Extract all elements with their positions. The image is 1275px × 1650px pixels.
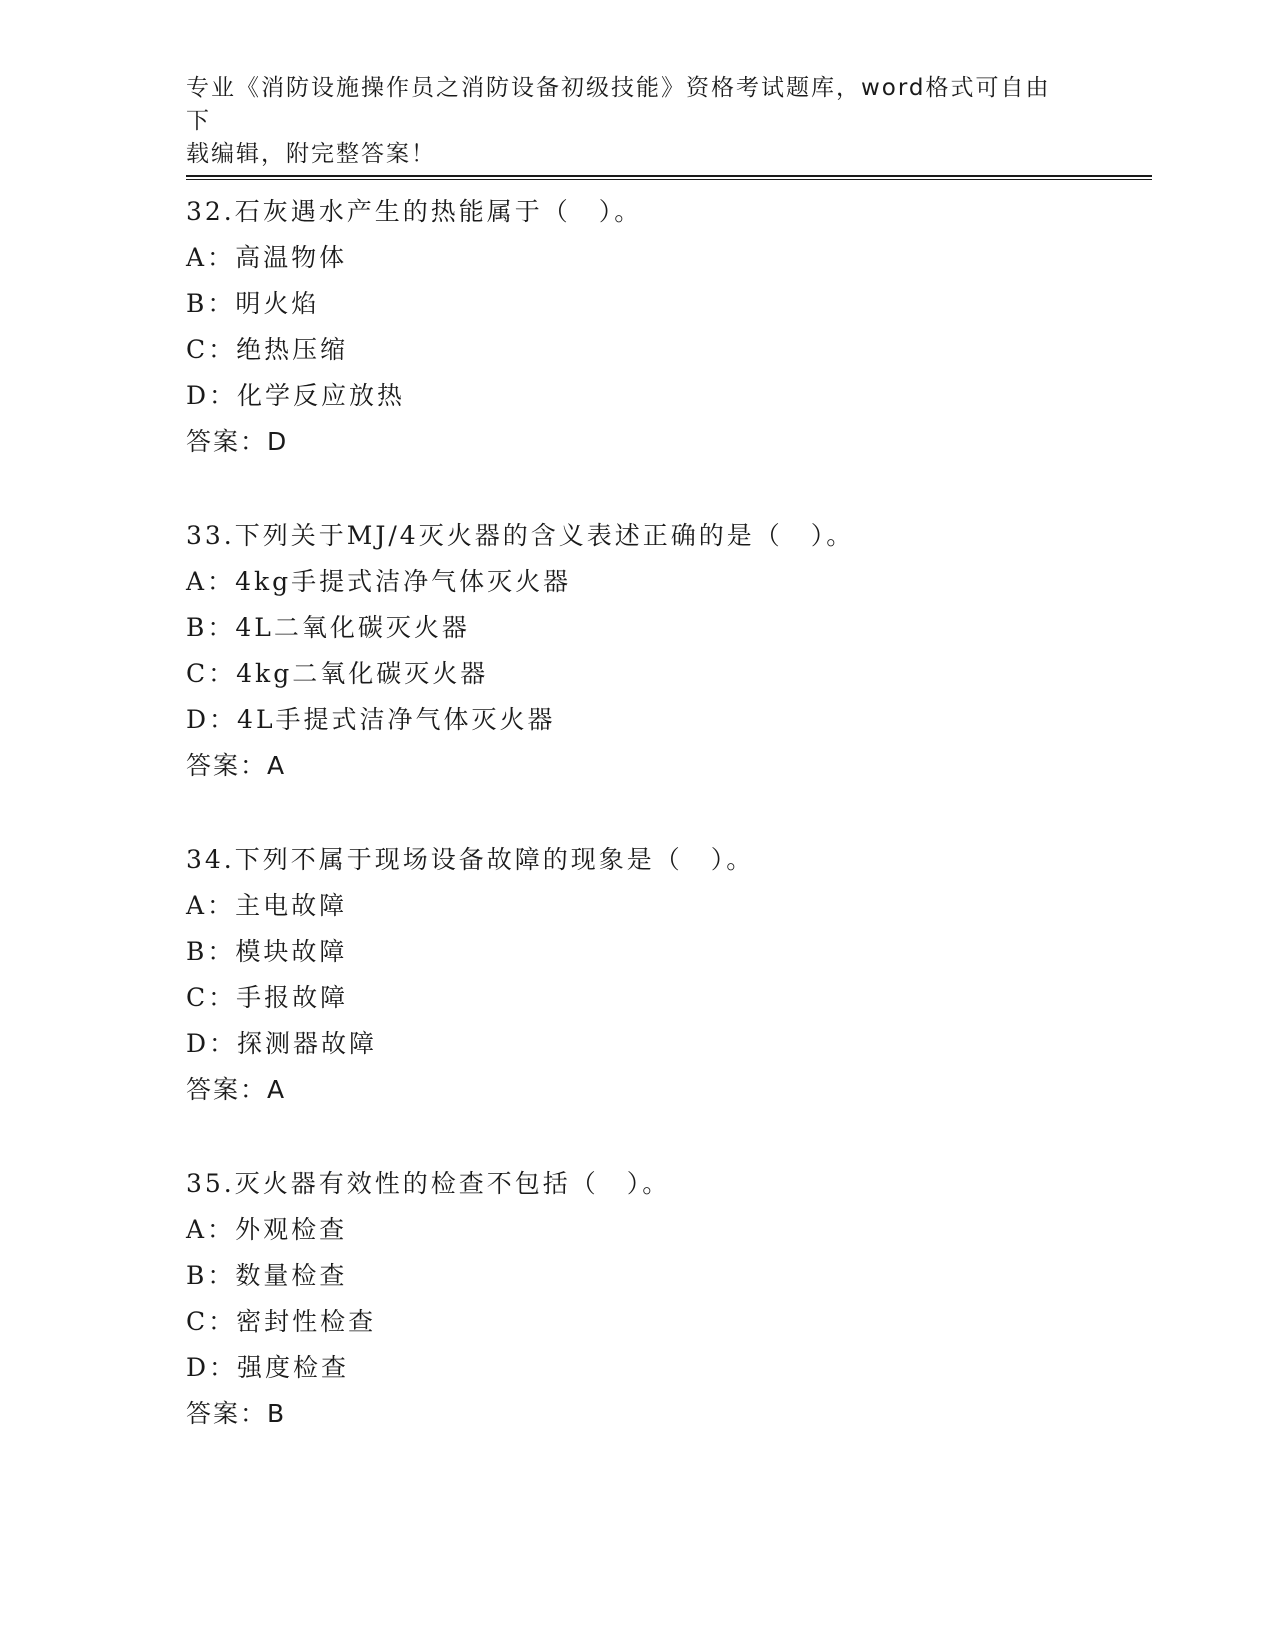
option-letter: D： (186, 1029, 238, 1058)
option-letter: C： (186, 659, 237, 688)
option-c (186, 1299, 1152, 1345)
option-text: 数量检查 (235, 1261, 348, 1290)
question-stem: 32.石灰遇水产生的热能属于（ ）。 (186, 197, 643, 226)
header-line-1: 专业《消防设施操作员之消防设备初级技能》资格考试题库，word格式可自由下 (186, 75, 1051, 134)
option-b (186, 281, 1152, 327)
answer-line (186, 1067, 1152, 1113)
answer-label: 答案： (186, 751, 268, 780)
question-32 (186, 189, 1152, 465)
option-text: 4kg手提式洁净气体灭火器 (235, 567, 572, 596)
answer-value: A (267, 1075, 287, 1104)
option-text: 外观检查 (235, 1215, 348, 1244)
option-text: 高温物体 (235, 243, 348, 272)
option-text: 手报故障 (236, 983, 349, 1012)
question-34 (186, 837, 1152, 1113)
question-33 (186, 513, 1152, 789)
header-divider (186, 175, 1152, 180)
option-text: 4L二氧化碳灭火器 (235, 613, 470, 642)
option-a (186, 559, 1152, 605)
option-d (186, 697, 1152, 743)
option-a (186, 235, 1152, 281)
option-text: 强度检查 (237, 1353, 350, 1382)
option-c (186, 327, 1152, 373)
option-letter: A： (186, 567, 236, 596)
option-letter: A： (186, 1215, 236, 1244)
option-letter: C： (186, 335, 237, 364)
answer-line (186, 419, 1152, 465)
question-stem: 35.灭火器有效性的检查不包括（ ）。 (186, 1169, 671, 1198)
option-text: 模块故障 (235, 937, 348, 966)
document-header (186, 72, 1066, 171)
option-text: 化学反应放热 (237, 381, 406, 410)
option-letter: D： (186, 705, 238, 734)
option-letter: B： (186, 613, 236, 642)
option-letter: C： (186, 1307, 237, 1336)
answer-value: D (267, 427, 289, 456)
answer-value: A (267, 751, 287, 780)
option-letter: B： (186, 1261, 236, 1290)
option-b (186, 929, 1152, 975)
option-b (186, 605, 1152, 651)
question-stem: 33.下列关于MJ/4灭火器的含义表述正确的是（ ）。 (186, 521, 855, 550)
option-letter: C： (186, 983, 237, 1012)
option-text: 4kg二氧化碳灭火器 (236, 659, 489, 688)
option-text: 明火焰 (235, 289, 320, 318)
question-35 (186, 1161, 1152, 1437)
header-line-2: 载编辑，附完整答案！ (186, 141, 436, 167)
option-text: 探测器故障 (237, 1029, 378, 1058)
option-c (186, 975, 1152, 1021)
answer-line (186, 1391, 1152, 1437)
option-b (186, 1253, 1152, 1299)
option-letter: D： (186, 1353, 238, 1382)
answer-label: 答案： (186, 1399, 268, 1428)
option-d (186, 1345, 1152, 1391)
answer-value: B (267, 1399, 287, 1428)
option-letter: A： (186, 243, 236, 272)
answer-line (186, 743, 1152, 789)
option-text: 4L手提式洁净气体灭火器 (237, 705, 556, 734)
option-text: 绝热压缩 (236, 335, 349, 364)
answer-label: 答案： (186, 427, 268, 456)
option-letter: B： (186, 937, 236, 966)
answer-label: 答案： (186, 1075, 268, 1104)
option-d (186, 1021, 1152, 1067)
option-a (186, 883, 1152, 929)
option-letter: D： (186, 381, 238, 410)
option-a (186, 1207, 1152, 1253)
question-list (186, 189, 1152, 1485)
option-letter: A： (186, 891, 236, 920)
option-letter: B： (186, 289, 236, 318)
question-stem: 34.下列不属于现场设备故障的现象是（ ）。 (186, 845, 755, 874)
option-d (186, 373, 1152, 419)
option-text: 主电故障 (235, 891, 348, 920)
option-c (186, 651, 1152, 697)
option-text: 密封性检查 (236, 1307, 377, 1336)
